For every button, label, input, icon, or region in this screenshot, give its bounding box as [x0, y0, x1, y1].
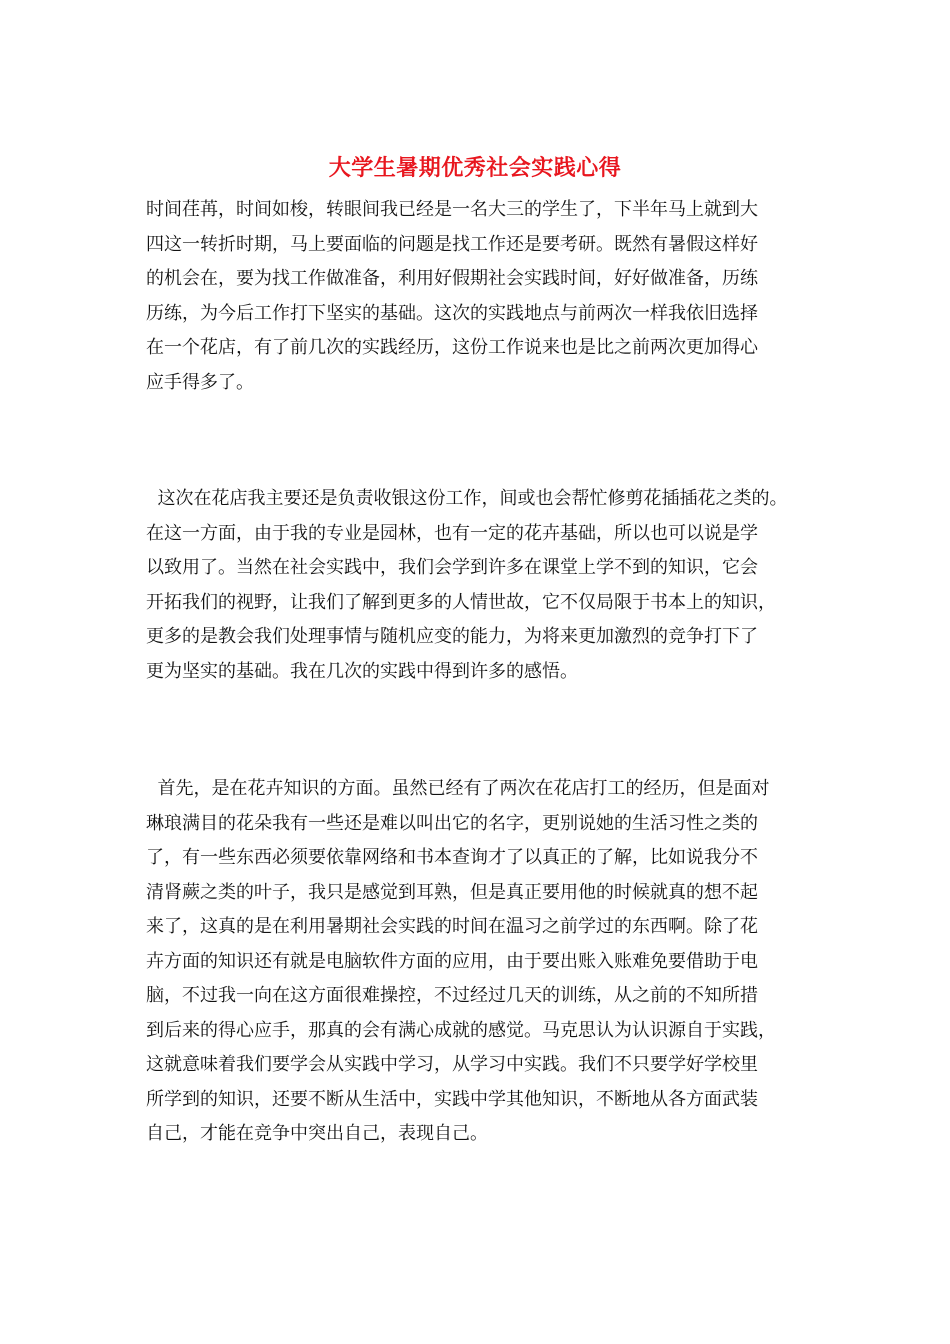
- text-line: 脑，不过我一向在这方面很难操控，不过经过几天的训练，从之前的不知所措: [146, 985, 758, 1006]
- paragraph-2: [146, 482, 826, 689]
- text-line: 以致用了。当然在社会实践中，我们会学到许多在课堂上学不到的知识，它会: [146, 557, 758, 578]
- text-line: 更多的是教会我们处理事情与随机应变的能力，为将来更加激烈的竞争打下了: [146, 626, 758, 647]
- text-line: 这就意味着我们要学会从实践中学习，从学习中实践。我们不只要学好学校里: [146, 1054, 758, 1075]
- text-line: 首先，是在花卉知识的方面。虽然已经有了两次在花店打工的经历，但是面对: [146, 778, 770, 799]
- text-line: 时间荏苒，时间如梭，转眼间我已经是一名大三的学生了，下半年马上就到大: [146, 199, 758, 220]
- text-line: 来了，这真的是在利用暑期社会实践的时间在温习之前学过的东西啊。除了花: [146, 916, 758, 937]
- text-line: 了，有一些东西必须要依靠网络和书本查询才了以真正的了解，比如说我分不: [146, 847, 758, 868]
- text-line: 四这一转折时期，马上要面临的问题是找工作还是要考研。既然有暑假这样好: [146, 233, 758, 255]
- text-line: 更为坚实的基础。我在几次的实践中得到许多的感悟。: [146, 660, 578, 682]
- text-line: 所学到的知识，还要不断从生活中，实践中学其他知识，不断地从各方面武装: [146, 1088, 758, 1110]
- text-line: 开拓我们的视野，让我们了解到更多的人情世故，它不仅局限于书本上的知识，: [146, 591, 776, 613]
- text-line: 的机会在，要为找工作做准备，利用好假期社会实践时间，好好做准备，历练: [146, 268, 758, 289]
- text-line: 这次在花店我主要还是负责收银这份工作，间或也会帮忙修剪花插插花之类的。: [146, 488, 788, 509]
- paragraph-3: [146, 772, 826, 1152]
- document-title: 大学生暑期优秀社会实践心得: [328, 155, 622, 181]
- text-line: 清肾蕨之类的叶子，我只是感觉到耳熟，但是真正要用他的时候就真的想不起: [146, 881, 758, 903]
- text-line: 应手得多了。: [146, 371, 254, 393]
- text-line: 在一个花店，有了前几次的实践经历，这份工作说来也是比之前两次更加得心: [146, 337, 758, 358]
- paragraph-1: [146, 193, 826, 400]
- text-line: 琳琅满目的花朵我有一些还是难以叫出它的名字，更别说她的生活习性之类的: [146, 812, 758, 834]
- text-line: 在这一方面，由于我的专业是园林，也有一定的花卉基础，所以也可以说是学: [146, 522, 758, 544]
- text-line: 历练，为今后工作打下坚实的基础。这次的实践地点与前两次一样我依旧选择: [146, 302, 758, 324]
- text-line: 自己，才能在竞争中突出自己，表现自己。: [146, 1123, 488, 1144]
- text-line: 卉方面的知识还有就是电脑软件方面的应用，由于要出账入账难免要借助于电: [146, 950, 758, 972]
- text-line: 到后来的得心应手，那真的会有满心成就的感觉。马克思认为认识源自于实践，: [146, 1019, 776, 1041]
